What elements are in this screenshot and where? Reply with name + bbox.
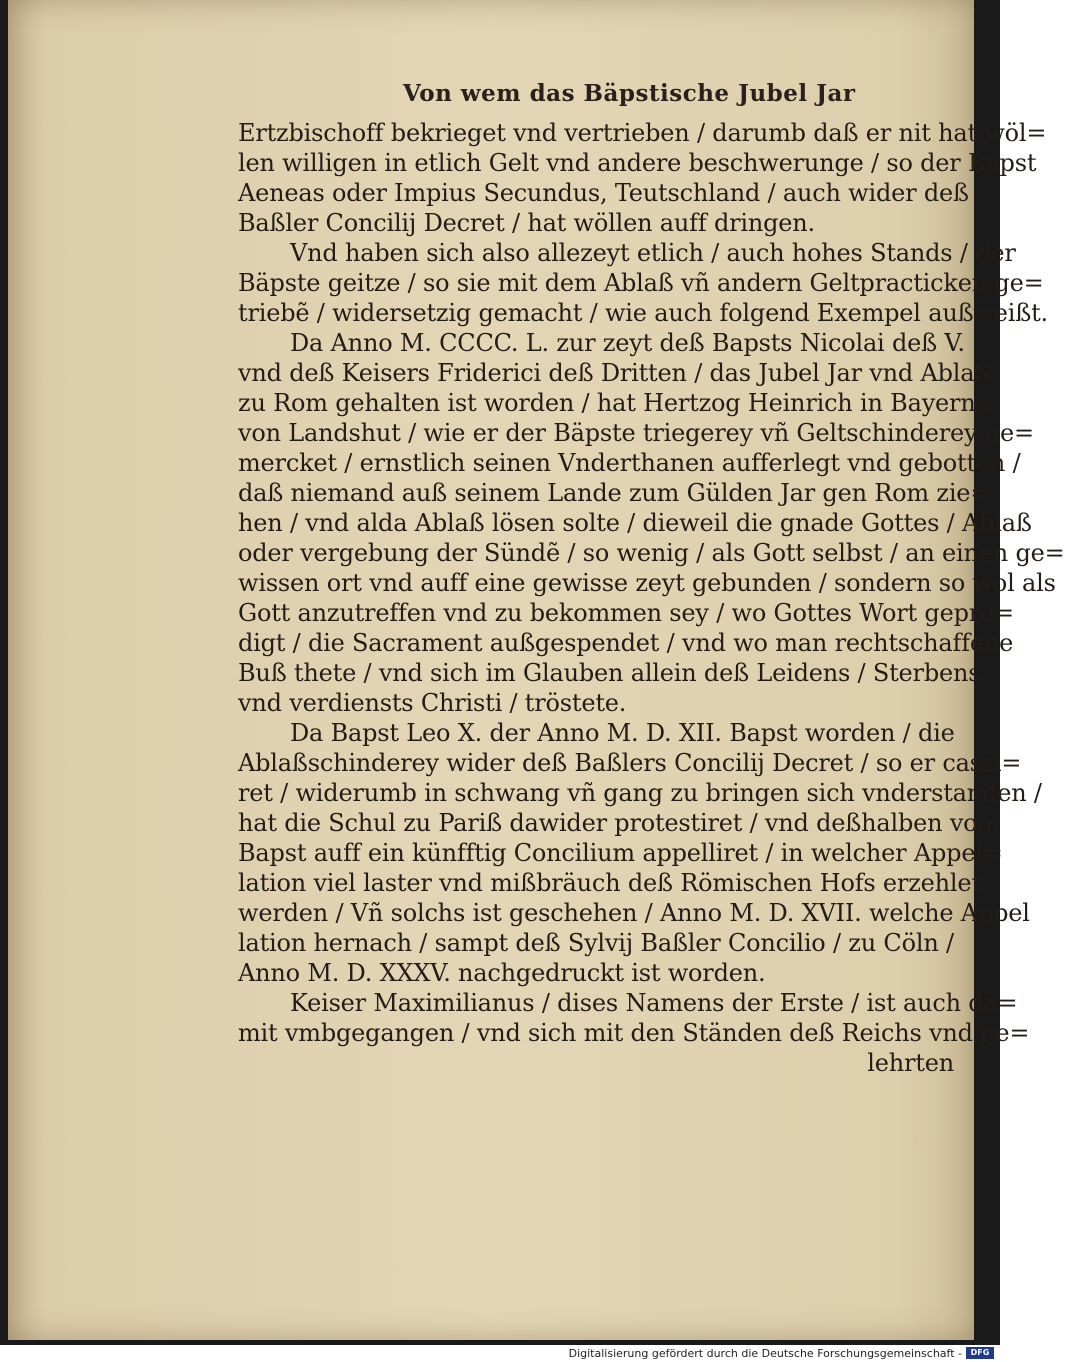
text-line: vnd verdiensts Christi / tröstete. bbox=[238, 689, 627, 717]
catchword: lehrten bbox=[867, 1049, 954, 1077]
text-line: Keiser Maximilianus / dises Namens der Erste / ist auch da= bbox=[290, 989, 1018, 1017]
book-page bbox=[8, 0, 1065, 1340]
text-line: lation viel laster vnd mißbräuch deß Römischen Hofs erzehlet bbox=[238, 869, 981, 897]
text-block bbox=[238, 118, 1065, 1078]
text-line: Ablaßschinderey wider deß Baßlers Concilij Decret / so er cassi= bbox=[238, 749, 1022, 777]
text-line: mercket / ernstlich seinen Vnderthanen aufferlegt vnd gebotten / bbox=[238, 449, 1021, 477]
text-line: lation hernach / sampt deß Sylvij Baßler Concilio / zu Cöln / bbox=[238, 929, 954, 957]
text-line: oder vergebung der Sündẽ / so wenig / als Gott selbst / an einen ge= bbox=[238, 539, 1065, 567]
footer-text: Digitalisierung gefördert durch die Deutsche Forschungsgemeinschaft - bbox=[568, 1347, 962, 1360]
text-line: Gott anzutreffen vnd zu bekommen sey / wo Gottes Wort gepre= bbox=[238, 599, 1014, 627]
text-line: mit vmbgegangen / vnd sich mit den Ständen deß Reichs vnd ge= bbox=[238, 1019, 1030, 1047]
text-line: von Landshut / wie er der Bäpste triegerey vñ Geltschinderey ge= bbox=[238, 419, 1034, 447]
text-line: Da Anno M. CCCC. L. zur zeyt deß Bapsts Nicolai deß V. bbox=[290, 329, 965, 357]
text-line: triebẽ / widersetzig gemacht / wie auch folgend Exempel außweißt. bbox=[238, 299, 1048, 327]
text-line: Vnd haben sich also allezeyt etlich / auch hohes Stands / der bbox=[290, 239, 1016, 267]
text-line: Bapst auff ein künfftig Concilium appelliret / in welcher Appel= bbox=[238, 839, 1003, 867]
text-line: werden / Vñ solchs ist geschehen / Anno M. D. XVII. welche Appel bbox=[238, 899, 1030, 927]
footer bbox=[0, 1345, 1000, 1362]
text-line: Ertzbischoff bekrieget vnd vertrieben / darumb daß er nit hat wöl= bbox=[238, 119, 1047, 147]
text-line: len willigen in etlich Gelt vnd andere beschwerunge / so der Bapst bbox=[238, 149, 1037, 177]
text-line: Da Bapst Leo X. der Anno M. D. XII. Bapst worden / die bbox=[290, 719, 955, 747]
text-line: Bäpste geitze / so sie mit dem Ablaß vñ andern Geltpracticken ge= bbox=[238, 269, 1044, 297]
text-line: zu Rom gehalten ist worden / hat Hertzog Heinrich in Bayern / bbox=[238, 389, 991, 417]
text-line: Aeneas oder Impius Secundus, Teutschland / auch wider deß bbox=[238, 179, 969, 207]
text-line: hat die Schul zu Pariß dawider protestiret / vnd deßhalben vom bbox=[238, 809, 1000, 837]
text-line: hen / vnd alda Ablaß lösen solte / dieweil die gnade Gottes / Ablaß bbox=[238, 509, 1032, 537]
dfg-logo: DFG bbox=[966, 1347, 994, 1359]
text-line: Anno M. D. XXXV. nachgedruckt ist worden. bbox=[238, 959, 766, 987]
text-line: wissen ort vnd auff eine gewisse zeyt gebunden / sondern so wol als bbox=[238, 569, 1056, 597]
text-line: vnd deß Keisers Friderici deß Dritten / das Jubel Jar vnd Ablaß bbox=[238, 359, 991, 387]
text-line: digt / die Sacrament außgespendet / vnd wo man rechtschaffene bbox=[238, 629, 1014, 657]
text-line: Buß thete / vnd sich im Glauben allein deß Leidens / Sterbens bbox=[238, 659, 981, 687]
text-line: daß niemand auß seinem Lande zum Gülden Jar gen Rom zie= bbox=[238, 479, 991, 507]
text-line: Baßler Concilij Decret / hat wöllen auff dringen. bbox=[238, 209, 815, 237]
running-head: Von wem das Bäpstische Jubel Jar bbox=[403, 80, 856, 107]
text-line: ret / widerumb in schwang vñ gang zu bringen sich vnderstanden / bbox=[238, 779, 1042, 807]
